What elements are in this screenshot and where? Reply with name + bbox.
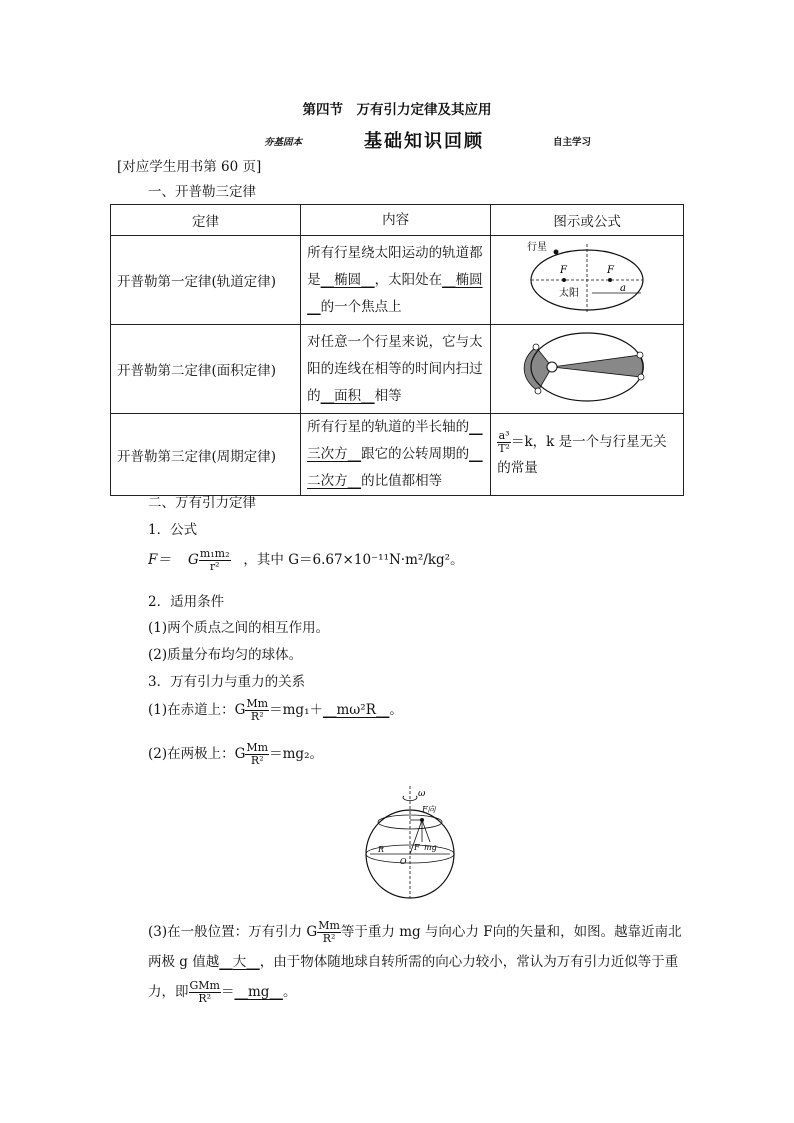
gravitation-formula: F＝ G $\frac{\text{m₁m₂}}{\text{r²}}$ ，其中 G＝6.67×10⁻¹¹N·m²/kg²。 [148,547,464,573]
label-f2: F [607,265,615,276]
kepler-laws-table [110,204,684,496]
page-reference: [对应学生用书第 60 页] [117,159,262,175]
banner-center: 基础知识回顾 [364,131,484,152]
earth-globe-diagram [362,782,472,902]
section-banner [0,126,794,150]
header-content: 内容 [301,205,491,236]
banner-right: 自主学习 [553,137,592,148]
frac-a3-t2: $\frac{\text{a³}}{\text{T²}}$ [498,428,510,455]
sub-heading: 1．公式 [148,522,198,538]
law-name: 开普勒第三定律(周期定律) [111,414,301,496]
law-content: 所有行星绕太阳运动的轨道都是__椭圆__，太阳处在__椭圆__的一个焦点上 [301,236,491,325]
table-row [111,414,684,496]
condition-1: (1)两个质点之间的相互作用。 [148,620,330,636]
banner-left: 夯基固本 [264,137,303,148]
law-content: 对任意一个行星来说，它与太阳的连线在相等的时间内扫过的__面积__相等 [301,325,491,414]
pole-equation: (2)在两极上：G $\frac{Mm}{\text{R²}}$ ＝mg₂。 [148,741,323,767]
header-law: 定律 [111,205,301,236]
law-name: 开普勒第一定律(轨道定律) [111,236,301,325]
page-title: 第四节 万有引力定律及其应用 [302,102,492,118]
section2-heading: 二、万有引力定律 [148,495,256,511]
sub-heading: 3．万有引力与重力的关系 [148,674,306,690]
ellipse-orbit-diagram [491,236,684,325]
ellipse-orbit-svg [512,238,662,318]
label-r: R [378,845,385,854]
table-row [111,325,684,414]
label-omega: ω [418,789,426,799]
label-o: O [400,857,407,866]
law-name: 开普勒第二定律(面积定律) [111,325,301,414]
header-diagram: 图示或公式 [491,205,684,236]
label-planet: 行星 [527,242,548,253]
general-position-paragraph: (3)在一般位置：万有引力 G $\frac{Mm}{\text{R²}}$ 等于重力 mg 与向心力 F向的矢量和，如图。越靠近南北两极 g 值越__大__，由于物体随地球自转所需的向心力较小，常认为万有引力近似等于重力，即 $\frac{\text{GMm}}{\text{R²}}$ ＝__mg__。 [148,919,682,1005]
label-a: a [620,283,627,294]
label-sun: 太阳 [559,288,580,299]
table-header-row [111,205,684,236]
table-row [111,236,684,325]
label-f-centripetal: F向 [422,805,436,814]
area-law-diagram [491,325,684,414]
equator-equation: (1)在赤道上：G $\frac{Mm}{\text{R²}}$ ＝mg₁＋__mω²R__。 [148,697,403,723]
law-content: 所有行星的轨道的半长轴的__三次方__跟它的公转周期的__二次方__的比值都相等 [301,414,491,496]
label-mg: mg [424,843,437,852]
kepler3-formula: $\frac{\text{a³}}{\text{T²}}$ ＝k，k 是一个与行星无关的常量 [491,414,684,496]
condition-2: (2)质量分布均匀的球体。 [148,647,303,663]
label-f1: F [560,265,568,276]
sub-heading: 2．适用条件 [148,594,225,610]
area-law-svg [512,327,662,407]
section1-heading: 一、开普勒三定律 [148,184,256,200]
label-f: F [414,843,420,852]
earth-globe-svg [362,782,472,902]
